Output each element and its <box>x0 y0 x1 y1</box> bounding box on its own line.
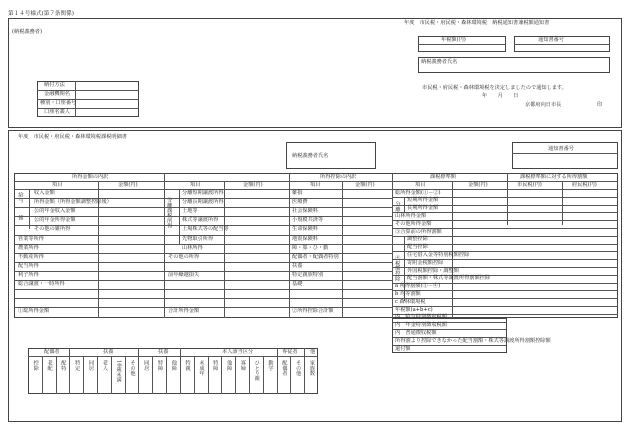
basis-row-label: 調整控除 <box>407 236 428 243</box>
family-subheader: 16歳未満 <box>115 360 122 383</box>
family-subheader: 他障 <box>226 360 233 371</box>
income-row-label: 所得金額（所得金額調整控除後） <box>34 199 112 206</box>
family-subheader: 他障 <box>170 360 177 371</box>
col-item-income: 項目 <box>52 182 63 188</box>
detail-title: 年度 市民税・府民税・森林環境税課税明細書 <box>18 134 127 140</box>
family-subheader: 控除 <box>32 360 39 371</box>
family-subheader: 未成年 <box>198 360 205 376</box>
basis-row-label: その他所得金額 <box>395 220 432 227</box>
basis-row-label: 寄附金税額控除 <box>407 259 444 266</box>
family-header-dependents-disabled: 扶養 <box>158 349 169 355</box>
basis-row-label: 年税額(a+b+c) <box>395 306 433 313</box>
income-section-title: 所得金額の内訳 <box>72 174 109 180</box>
account-number-label: 種別・口座番号 <box>40 100 77 106</box>
separate-row-label: その他の所得 <box>168 253 200 260</box>
separate-row-label: 上場株式等の配当等 <box>182 226 229 233</box>
family-header-other: 他 <box>310 349 316 355</box>
col-item-basis: 項目 <box>415 182 426 188</box>
basis-row-label: 所得割より控除できなかった配当割額・株式等譲渡所得割額控除額 <box>395 337 551 344</box>
family-subheader: 寡婦 <box>239 360 246 371</box>
pension-vertical-label: 雑 <box>17 215 24 221</box>
notice-title: 年度 市民税・府民税・森林環境税 納税通知書兼税額通知書 <box>404 20 550 26</box>
family-subheader: 特障 <box>157 360 164 371</box>
family-subheader: その他 <box>295 360 302 376</box>
deduction-row-label: 配偶者・配偶者特別 <box>292 253 339 260</box>
basis-row-label: b 均等割額 <box>395 291 421 297</box>
deduction-row-label: 生命保険料 <box>292 226 318 233</box>
deduction-row-label: 社会保険料 <box>292 208 318 215</box>
income-row-label: 公的年金所得金額 <box>34 217 76 224</box>
income-row-label: 配当所得 <box>18 262 39 269</box>
family-subheader: 配偶者 <box>281 360 288 376</box>
account-holder-label: 口座名義人 <box>44 109 70 115</box>
basis-separate-vertical-label: 分離 <box>394 201 401 212</box>
basis-row-label: 内 年金特別徴収税額 <box>395 322 447 329</box>
detail-taxpayer-name-label: 納税義務者氏名 <box>292 153 329 159</box>
income-row-label: 不動産所得 <box>18 253 44 260</box>
family-subheader: 勤学 <box>267 360 274 371</box>
family-header-dependents: 扶養 <box>103 349 114 355</box>
family-table <box>28 348 318 394</box>
col-amount-separate: 金額(円) <box>243 182 263 188</box>
income-row-label: 農業所得 <box>18 244 39 251</box>
income-row-label: 総合譲渡・一時所得 <box>18 281 65 287</box>
notice-date: 年 月 日 <box>482 93 519 99</box>
family-subheader: その他 <box>129 360 136 376</box>
basis-row-label: 外国税額控除・調整額 <box>407 267 459 274</box>
basis-row-label: 還付額 <box>395 345 411 352</box>
basis-row-label: 住宅借入金等特別税額控除 <box>407 252 470 258</box>
col-city-tax: 市民税(円) <box>517 182 542 188</box>
tax-basis-section-title: 課税標準額 <box>430 174 456 180</box>
income-row-label: その他の雑所得 <box>34 226 71 233</box>
separate-row-label: 山林所得 <box>182 244 203 251</box>
deduction-row-label: 扶養 <box>292 262 303 269</box>
col-item-separate: 項目 <box>190 182 201 188</box>
scheduled-section-title: 課税標準額に対する所得割額 <box>520 174 588 180</box>
taxpayer-label: (納税義務者) <box>12 29 42 35</box>
family-subheader: 特親 <box>184 360 191 371</box>
family-subheader: 家族数 <box>308 360 315 376</box>
basis-row-label: ③合算前の所得割額 <box>395 228 442 235</box>
detail-notice-number-label: 通知書番号 <box>548 146 574 152</box>
family-subheader: 老配 <box>46 360 53 371</box>
family-subheader: 同居 <box>87 360 94 371</box>
separate-row-label: 土地等 <box>182 208 198 215</box>
salary-vertical-label: 給与 <box>17 192 24 203</box>
income-row-label: 収入金額 <box>34 190 55 196</box>
family-subheader: 配特 <box>60 360 67 371</box>
basis-row-label: a 所得割額(③－④) <box>395 283 441 290</box>
notice-number-label: 通知書番号 <box>538 37 564 43</box>
basis-row-label: 山林所得金額 <box>395 213 427 219</box>
issuer-name: 京都府向日市長 <box>525 102 562 108</box>
col-pref-tax: 府民税(円) <box>572 182 597 188</box>
deduction-row-label: 小規模共済等 <box>292 217 324 224</box>
income-row-label: 営業等所得 <box>18 235 44 242</box>
deduction-row-label: 医療費 <box>292 199 308 206</box>
basis-row-label: 配当控除 <box>407 244 428 251</box>
basis-row-label: 総所得金額(①－②) <box>395 189 441 196</box>
tax-credit-vertical-label: ④税額控除 <box>394 255 401 281</box>
family-header-self: 本人該当区分 <box>222 349 254 355</box>
basis-row-label: c 森林環境税 <box>395 298 426 305</box>
income-row-label: 公的年金収入金額 <box>34 208 76 215</box>
family-header-employee: 専従者 <box>282 349 298 355</box>
col-item-deduction: 項目 <box>310 182 321 188</box>
col-amount-income: 金額(円) <box>118 182 138 188</box>
deduction-row-label: 地震保険料 <box>292 235 318 242</box>
basis-row-label: 短期所得金額 <box>407 197 439 204</box>
family-subheader: 同居 <box>143 360 150 371</box>
deduction-row-label: 基礎 <box>292 281 303 287</box>
deduction-row-label: ②所得控除合計額 <box>292 308 334 315</box>
separate-row-label: 合計所得金額 <box>168 308 200 315</box>
family-subheader: 老人 <box>101 360 108 371</box>
family-subheader: ひとり親 <box>253 360 260 381</box>
family-subheader: 特定 <box>74 360 81 371</box>
seal-mark: 印 <box>597 102 603 108</box>
taxpayer-name-label: 納税義務者氏名 <box>421 59 458 65</box>
basis-row-label: 内 普通徴収税額 <box>395 330 437 336</box>
family-header-spouse: 配偶者 <box>44 349 60 355</box>
col-amount-basis: 金額(円) <box>468 182 488 188</box>
annual-tax-label: 年税額(円) <box>441 37 466 43</box>
separate-vertical-label: 分離課税所得 <box>166 197 173 229</box>
decision-text: 市民税・府民税・森林環境税を決定しましたので通知します。 <box>422 85 567 91</box>
basis-row-label: 長期所得金額 <box>407 205 439 212</box>
basis-row-label: 配当割額・株式等譲渡所得割額控除 <box>407 275 491 282</box>
separate-row-label: 株式等譲渡所得 <box>182 217 219 224</box>
basis-row-label: 内 給与特別徴収税額 <box>395 314 447 321</box>
family-subheader: 特障 <box>212 360 219 371</box>
bank-name-label: 金融機関名 <box>44 91 70 97</box>
deduction-row-label: 特定親族特別 <box>292 271 324 278</box>
separate-row-label: 分離短期譲渡所得 <box>182 190 224 196</box>
deduction-row-label: 雑損 <box>292 190 303 196</box>
separate-row-label: 分離長期譲渡所得 <box>182 199 224 206</box>
deduction-section-title: 所得控除の内訳 <box>320 174 357 180</box>
deduction-row-label: 障・寡・ひ・勤 <box>292 244 329 251</box>
payment-method-label: 納付方法 <box>44 82 65 88</box>
income-row-label: 利子所得 <box>18 271 39 278</box>
form-number: 第１４号様式(第７条関係) <box>8 11 74 17</box>
separate-row-label: 先物取引所得 <box>182 235 214 242</box>
income-row-label: ①総所得金額 <box>18 308 50 315</box>
separate-row-label: 前年繰越損失 <box>168 271 200 278</box>
col-amount-deduction: 金額(円) <box>355 182 375 188</box>
